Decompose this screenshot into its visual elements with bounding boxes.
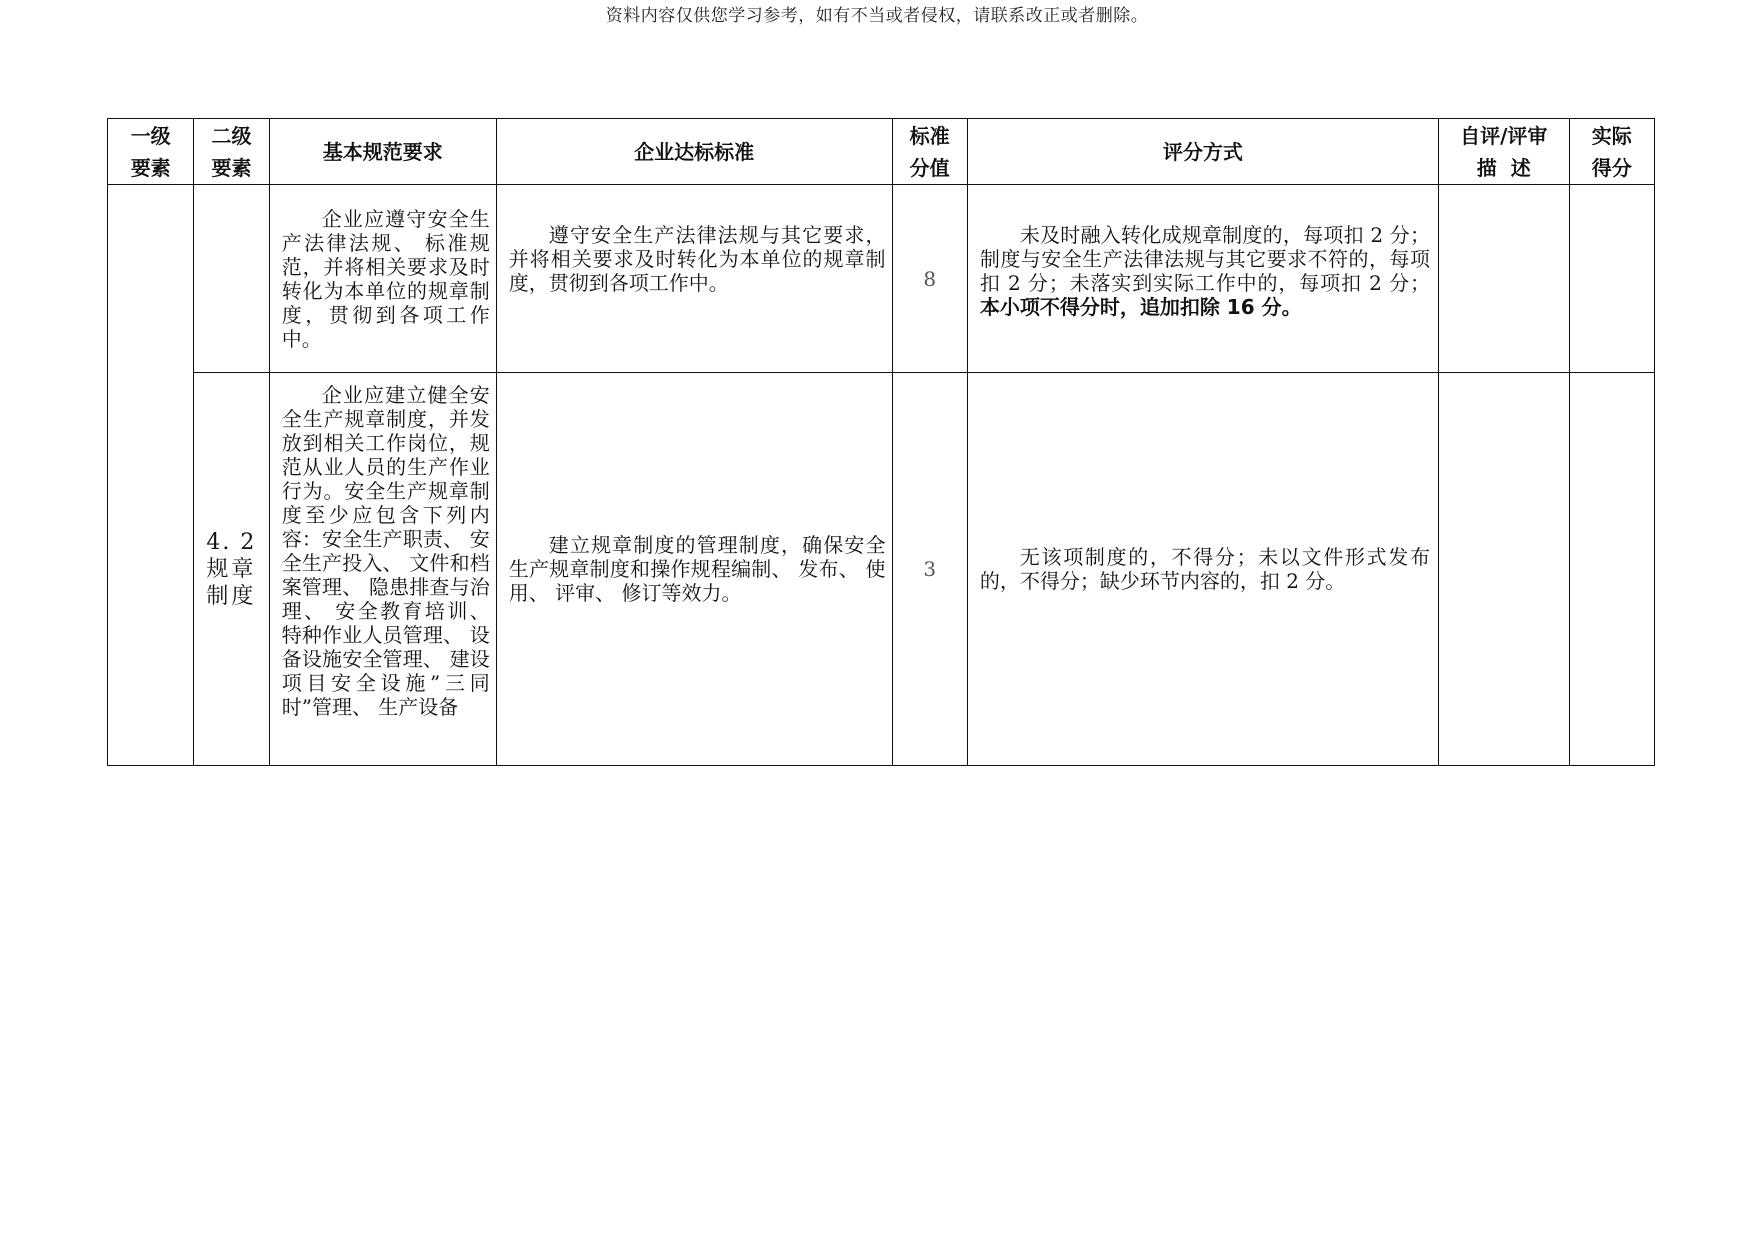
header-level1-line1: 一级 bbox=[130, 123, 171, 148]
level2-cell bbox=[194, 185, 269, 373]
header-level2 bbox=[194, 119, 269, 185]
table-header-row bbox=[108, 119, 1655, 185]
watermark-text: 资料内容仅供您学习参考，如有不当或者侵权，请联系改正或者删除。 bbox=[605, 6, 1149, 26]
standard-table bbox=[107, 118, 1655, 766]
actual-score-cell[interactable] bbox=[1569, 373, 1654, 766]
header-basic-requirement: 基本规范要求 bbox=[269, 119, 496, 185]
header-level1-line2: 要素 bbox=[130, 155, 171, 180]
level2-number: 4. 2 bbox=[206, 529, 257, 555]
level1-cell bbox=[108, 185, 194, 766]
header-level2-line2: 要素 bbox=[211, 155, 252, 180]
standard-text: 遵守安全生产法律法规与其它要求，并将相关要求及时转化为本单位的规章制度，贯彻到各项工作中。 bbox=[508, 223, 886, 295]
header-enterprise-standard: 企业达标标准 bbox=[496, 119, 892, 185]
header-self-eval-line2: 描 述 bbox=[1476, 155, 1531, 180]
header-actual-score bbox=[1569, 119, 1654, 185]
header-actual-line2: 得分 bbox=[1591, 155, 1632, 180]
table-row bbox=[108, 373, 1655, 766]
header-scoring-method: 评分方式 bbox=[967, 119, 1438, 185]
self-eval-cell[interactable] bbox=[1438, 185, 1569, 373]
header-score bbox=[892, 119, 967, 185]
level2-cell bbox=[194, 373, 269, 766]
self-eval-cell[interactable] bbox=[1438, 373, 1569, 766]
score-cell: 3 bbox=[892, 373, 967, 766]
requirement-text: 企业应建立健全安全生产规章制度，并发放到相关工作岗位，规范从业人员的生产作业行为。安全生产规章制度至少应包含下列内容：安全生产职责、 安全生产投入、 文件和档案管理、 隐患排查与治理、 安全教育培训、 特种作业人员管理、 设备设施安全管理、 建设项目安全设施”三同时”管理、 生产设备 bbox=[281, 383, 497, 719]
table-row bbox=[108, 185, 1655, 373]
level2-name: 规章制度 bbox=[206, 556, 257, 609]
header-self-eval-line1: 自评/评审 bbox=[1460, 123, 1548, 148]
method-text bbox=[968, 223, 1438, 319]
header-score-line2: 分值 bbox=[909, 155, 950, 180]
requirement-cell bbox=[269, 373, 496, 766]
method-cell bbox=[967, 185, 1438, 373]
requirement-cell bbox=[269, 185, 496, 373]
requirement-text: 企业应遵守安全生产法律法规、 标准规范，并将相关要求及时转化为本单位的规章制度，贯彻到各项工作中。 bbox=[281, 206, 490, 351]
actual-score-cell[interactable] bbox=[1569, 185, 1654, 373]
standard-cell bbox=[496, 373, 892, 766]
method-cell bbox=[967, 373, 1438, 766]
method-normal-text: 未及时融入转化成规章制度的，每项扣 2 分；制度与安全生产法律法规与其它要求不符的，每项扣 2 分；未落实到实际工作中的，每项扣 2 分； bbox=[979, 223, 1430, 295]
header-score-line1: 标准 bbox=[909, 123, 950, 148]
method-text: 无该项制度的，不得分；未以文件形式发布的，不得分；缺少环节内容的，扣 2 分。 bbox=[979, 545, 1430, 593]
header-self-eval bbox=[1438, 119, 1569, 185]
standard-text: 建立规章制度的管理制度，确保安全生产规章制度和操作规程编制、 发布、 使用、 评审、 修订等效力。 bbox=[508, 533, 886, 605]
header-level1 bbox=[108, 119, 194, 185]
header-actual-line1: 实际 bbox=[1591, 123, 1632, 148]
header-level2-line1: 二级 bbox=[211, 123, 252, 148]
method-bold-text: 本小项不得分时，追加扣除 16 分。 bbox=[979, 295, 1302, 319]
score-cell: 8 bbox=[892, 185, 967, 373]
standard-cell bbox=[496, 185, 892, 373]
